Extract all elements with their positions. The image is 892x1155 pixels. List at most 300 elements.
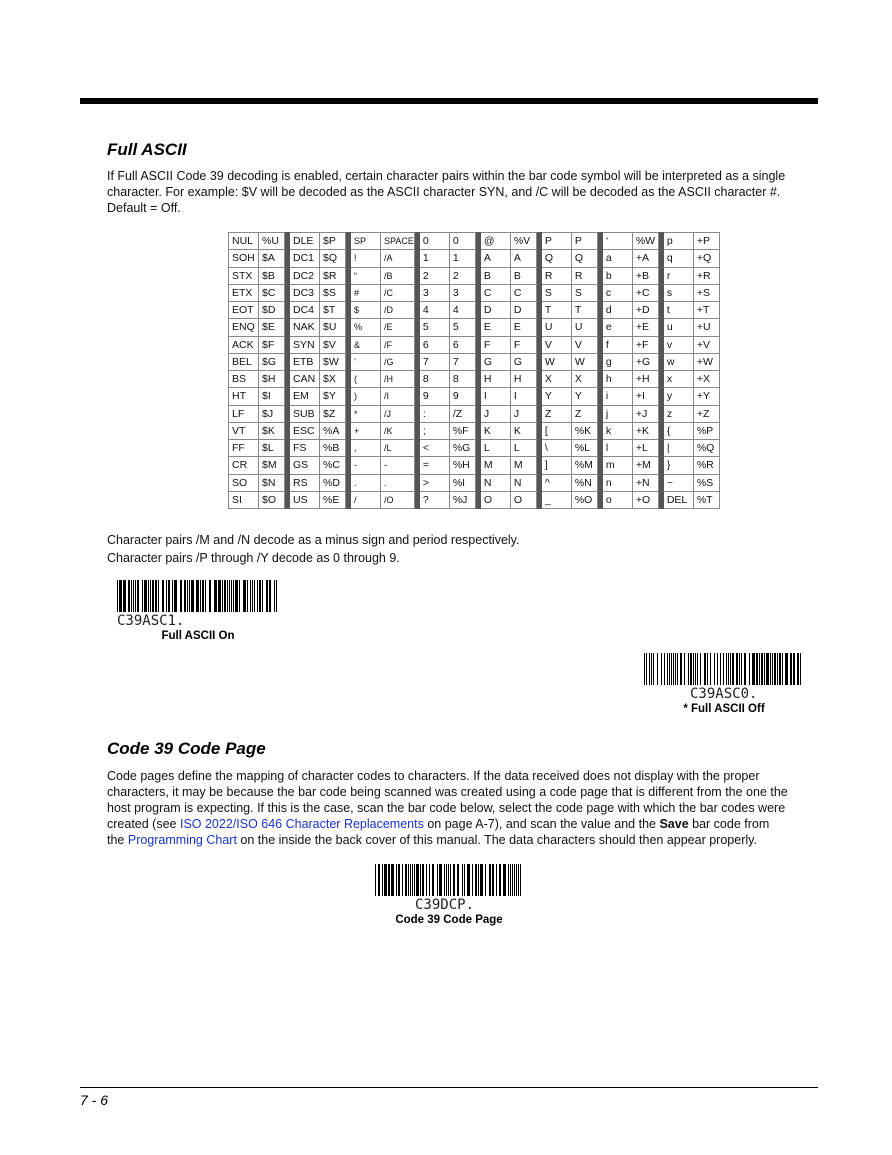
ascii-char-cell: = — [419, 457, 449, 474]
code39-pair-cell: +K — [632, 422, 658, 439]
code39-pair-cell: V — [571, 336, 597, 353]
ascii-char-cell: VT — [229, 422, 259, 439]
code39-pair-cell: /F — [381, 336, 415, 353]
ascii-char-cell: w — [663, 353, 693, 370]
ascii-char-cell: | — [663, 440, 693, 457]
code39-pair-cell: $C — [259, 284, 285, 301]
ascii-char-cell: 9 — [419, 388, 449, 405]
code39-pair-cell: SPACE — [381, 233, 415, 250]
code39-pair-cell: K — [510, 422, 536, 439]
ascii-char-cell: ETB — [290, 353, 320, 370]
ascii-char-cell: E — [480, 319, 510, 336]
code39-pair-cell: %R — [693, 457, 719, 474]
full-ascii-on-barcode[interactable] — [117, 580, 279, 642]
ascii-char-cell: V — [541, 336, 571, 353]
code39-pair-cell: %H — [449, 457, 475, 474]
code39-pair-cell: %E — [320, 491, 346, 508]
code39-pair-cell: /D — [381, 302, 415, 319]
code39-pair-cell: 1 — [449, 250, 475, 267]
code39-pair-cell: . — [381, 474, 415, 491]
code39-pair-cell: Q — [571, 250, 597, 267]
code39-pair-cell: $E — [259, 319, 285, 336]
ascii-char-cell: ) — [351, 388, 381, 405]
ascii-char-cell: ^ — [541, 474, 571, 491]
default-text: Default = Off. — [107, 201, 181, 215]
code39-pair-cell: /K — [381, 422, 415, 439]
ascii-char-cell: k — [602, 422, 632, 439]
code39-pair-cell: /O — [381, 491, 415, 508]
ascii-char-cell: I — [480, 388, 510, 405]
code39-pair-cell: $G — [259, 353, 285, 370]
ascii-char-cell: DLE — [290, 233, 320, 250]
code39-pair-cell: /J — [381, 405, 415, 422]
ascii-char-cell: q — [663, 250, 693, 267]
code39-pair-cell: $F — [259, 336, 285, 353]
ascii-char-cell: SOH — [229, 250, 259, 267]
code39-pair-cell: %U — [259, 233, 285, 250]
code39-pair-cell: /A — [381, 250, 415, 267]
ascii-char-cell: SUB — [290, 405, 320, 422]
code39-pair-cell: /Z — [449, 405, 475, 422]
ascii-char-cell: CAN — [290, 371, 320, 388]
code39-pair-cell: $D — [259, 302, 285, 319]
ascii-char-cell: 4 — [419, 302, 449, 319]
table-row — [229, 284, 720, 301]
code39-pair-cell: $X — [320, 371, 346, 388]
code39-pair-cell: %I — [449, 474, 475, 491]
ascii-char-cell: DC1 — [290, 250, 320, 267]
code39-pair-cell: %L — [571, 440, 597, 457]
code39-pair-cell: W — [571, 353, 597, 370]
ascii-char-cell: ? — [419, 491, 449, 508]
barcode-caption: Full ASCII On — [161, 630, 235, 642]
code39-pair-cell: $B — [259, 267, 285, 284]
code39-pair-cell: %M — [571, 457, 597, 474]
description-line: If Full ASCII Code 39 decoding is enabled, certain character pairs within the bar code symbol will be interpreted as a single — [107, 169, 786, 183]
ascii-char-cell: a — [602, 250, 632, 267]
code39-pair-cell: %N — [571, 474, 597, 491]
ascii-char-cell: , — [351, 440, 381, 457]
ascii-char-cell: h — [602, 371, 632, 388]
ascii-char-cell: FS — [290, 440, 320, 457]
code39-pair-cell: $L — [259, 440, 285, 457]
ascii-char-cell: SP — [351, 233, 381, 250]
ascii-char-cell: 3 — [419, 284, 449, 301]
code39-pair-cell: %A — [320, 422, 346, 439]
description-line — [107, 832, 819, 848]
code39-pair-cell: H — [510, 371, 536, 388]
table-row — [229, 440, 720, 457]
code39-pair-cell: M — [510, 457, 536, 474]
ascii-char-cell: Y — [541, 388, 571, 405]
code39-pair-cell: +E — [632, 319, 658, 336]
code39-pair-cell: L — [510, 440, 536, 457]
ascii-char-cell: EOT — [229, 302, 259, 319]
ascii-char-cell: J — [480, 405, 510, 422]
code39-pair-cell: +N — [632, 474, 658, 491]
description-line: host program is expecting. If this is the case, scan the bar code below, select the code page with which the bar codes were — [107, 801, 786, 815]
description-line: characters, it may be because the bar code being scanned was created using a code page that is different from the one the — [107, 785, 788, 799]
note-line: Character pairs /M and /N decode as a minus sign and period respectively. — [107, 533, 520, 547]
ascii-char-cell: # — [351, 284, 381, 301]
table-row — [229, 388, 720, 405]
code39-pair-cell: +D — [632, 302, 658, 319]
code39-pair-cell: R — [571, 267, 597, 284]
code39-pair-cell: $U — [320, 319, 346, 336]
ascii-char-cell: R — [541, 267, 571, 284]
code39-pair-cell: $H — [259, 371, 285, 388]
ascii-char-cell: & — [351, 336, 381, 353]
ascii-char-cell: e — [602, 319, 632, 336]
ascii-char-cell: _ — [541, 491, 571, 508]
ascii-char-cell: CR — [229, 457, 259, 474]
ascii-char-cell: o — [602, 491, 632, 508]
ascii-char-cell: < — [419, 440, 449, 457]
ascii-char-cell: s — [663, 284, 693, 301]
code39-pair-cell: %G — [449, 440, 475, 457]
code39-pair-cell: $R — [320, 267, 346, 284]
ascii-char-cell: v — [663, 336, 693, 353]
ascii-char-cell: Q — [541, 250, 571, 267]
ascii-char-cell: DC4 — [290, 302, 320, 319]
iso-replacements-link[interactable]: ISO 2022/ISO 646 Character Replacements — [179, 817, 424, 831]
ascii-char-cell: NAK — [290, 319, 320, 336]
ascii-char-cell: DC3 — [290, 284, 320, 301]
code39-pair-cell: +T — [693, 302, 719, 319]
ascii-char-cell: i — [602, 388, 632, 405]
code39-pair-cell: +U — [693, 319, 719, 336]
code39-pair-cell: $Z — [320, 405, 346, 422]
code39-pair-cell: +Z — [693, 405, 719, 422]
code39-pair-cell: 2 — [449, 267, 475, 284]
code39-pair-cell: /L — [381, 440, 415, 457]
code39-pair-cell: 6 — [449, 336, 475, 353]
code39-pair-cell: +L — [632, 440, 658, 457]
code39-pair-cell: S — [571, 284, 597, 301]
ascii-char-cell: r — [663, 267, 693, 284]
ascii-char-cell: H — [480, 371, 510, 388]
ascii-char-cell: 0 — [419, 233, 449, 250]
code39-pair-cell: +O — [632, 491, 658, 508]
code39-pair-cell: %W — [632, 233, 658, 250]
text-span: the — [107, 833, 128, 847]
text-span: on the inside the back cover of this manual. The data characters should then appear properly. — [236, 833, 757, 847]
code39-pair-cell: N — [510, 474, 536, 491]
ascii-char-cell: T — [541, 302, 571, 319]
barcode-bars — [644, 653, 804, 685]
code39-pair-cell: F — [510, 336, 536, 353]
code-page-heading: Code 39 Code Page — [107, 739, 266, 758]
ascii-char-cell: * — [351, 405, 381, 422]
code39-pair-cell: P — [571, 233, 597, 250]
table-row — [229, 491, 720, 508]
barcode-bars — [117, 580, 279, 612]
ascii-char-cell: b — [602, 267, 632, 284]
code39-pair-cell: U — [571, 319, 597, 336]
ascii-char-cell: HT — [229, 388, 259, 405]
code39-pair-cell: $Y — [320, 388, 346, 405]
ascii-char-cell: SYN — [290, 336, 320, 353]
ascii-char-cell: x — [663, 371, 693, 388]
ascii-char-cell: > — [419, 474, 449, 491]
ascii-char-cell: S — [541, 284, 571, 301]
code39-pair-cell: /B — [381, 267, 415, 284]
code39-pair-cell: /E — [381, 319, 415, 336]
ascii-char-cell: LF — [229, 405, 259, 422]
ascii-char-cell: ACK — [229, 336, 259, 353]
code39-pair-cell: G — [510, 353, 536, 370]
ascii-char-cell: B — [480, 267, 510, 284]
ascii-char-cell: \ — [541, 440, 571, 457]
code39-pair-cell: $W — [320, 353, 346, 370]
ascii-char-cell: : — [419, 405, 449, 422]
ascii-char-cell: K — [480, 422, 510, 439]
code39-pair-cell: Y — [571, 388, 597, 405]
barcode-caption: Code 39 Code Page — [395, 914, 503, 926]
table-row — [229, 319, 720, 336]
description-line: character. For example: $V will be decoded as the ASCII character SYN, and /C will be decoded as the ASCII character #. — [107, 185, 781, 199]
barcode-code-text: C39ASC0. — [690, 686, 758, 702]
code39-pair-cell: $P — [320, 233, 346, 250]
table-row — [229, 250, 720, 267]
footer-rule — [80, 1087, 818, 1088]
ascii-char-cell: G — [480, 353, 510, 370]
code39-pair-cell: %B — [320, 440, 346, 457]
ascii-char-cell: 7 — [419, 353, 449, 370]
code39-pair-cell: $T — [320, 302, 346, 319]
table-row — [229, 233, 720, 250]
ascii-char-cell: ; — [419, 422, 449, 439]
code39-pair-cell: $V — [320, 336, 346, 353]
barcode-caption: * Full ASCII Off — [683, 703, 765, 715]
code39-pair-cell: +H — [632, 371, 658, 388]
header-rule — [80, 98, 818, 104]
ascii-char-cell: ESC — [290, 422, 320, 439]
description-line — [107, 816, 819, 832]
page-number: 7 - 6 — [80, 1092, 109, 1108]
code39-pair-cell: /G — [381, 353, 415, 370]
ascii-char-cell: DEL — [663, 491, 693, 508]
code39-pair-cell: $J — [259, 405, 285, 422]
full-ascii-heading: Full ASCII — [107, 140, 187, 159]
ascii-char-cell: z — [663, 405, 693, 422]
code39-pair-cell: $K — [259, 422, 285, 439]
save-keyword: Save — [659, 817, 689, 831]
ascii-char-cell: u — [663, 319, 693, 336]
code39-pair-cell: /H — [381, 371, 415, 388]
ascii-char-cell: US — [290, 491, 320, 508]
code39-pair-cell: +F — [632, 336, 658, 353]
ascii-char-cell: $ — [351, 302, 381, 319]
code39-pair-cell: $I — [259, 388, 285, 405]
ascii-char-cell: D — [480, 302, 510, 319]
text-span: bar code from — [688, 817, 770, 831]
code39-pair-cell: Z — [571, 405, 597, 422]
code39-pair-cell: 0 — [449, 233, 475, 250]
code39-pair-cell: +A — [632, 250, 658, 267]
ascii-char-cell: f — [602, 336, 632, 353]
ascii-char-cell: g — [602, 353, 632, 370]
ascii-char-cell: % — [351, 319, 381, 336]
ascii-char-cell: NUL — [229, 233, 259, 250]
ascii-char-cell: ’ — [351, 353, 381, 370]
code39-pair-cell: $N — [259, 474, 285, 491]
code39-pair-cell: %K — [571, 422, 597, 439]
code39-pair-cell: 4 — [449, 302, 475, 319]
ascii-char-cell: l — [602, 440, 632, 457]
character-pair-notes — [107, 532, 819, 566]
code39-pair-cell: +Y — [693, 388, 719, 405]
code-page-description — [107, 768, 819, 848]
code39-pair-cell: T — [571, 302, 597, 319]
table-row — [229, 474, 720, 491]
ascii-char-cell: A — [480, 250, 510, 267]
code39-pair-cell: +I — [632, 388, 658, 405]
code39-pair-cell: I — [510, 388, 536, 405]
code39-pair-cell: %P — [693, 422, 719, 439]
barcode-code-text: C39DCP. — [415, 897, 475, 913]
code39-pair-cell: $O — [259, 491, 285, 508]
ascii-char-cell: DC2 — [290, 267, 320, 284]
table-row — [229, 336, 720, 353]
ascii-char-cell: c — [602, 284, 632, 301]
table-row — [229, 371, 720, 388]
code39-pair-cell: C — [510, 284, 536, 301]
ascii-char-cell: . — [351, 474, 381, 491]
code39-pair-cell: $M — [259, 457, 285, 474]
table-row — [229, 302, 720, 319]
full-ascii-description — [107, 168, 819, 216]
table-row — [229, 457, 720, 474]
ascii-char-cell: y — [663, 388, 693, 405]
code39-pair-cell: %V — [510, 233, 536, 250]
ascii-char-cell: ! — [351, 250, 381, 267]
ascii-char-cell: BEL — [229, 353, 259, 370]
code39-pair-cell: %C — [320, 457, 346, 474]
ascii-char-cell: EM — [290, 388, 320, 405]
code39-pair-cell: %O — [571, 491, 597, 508]
ascii-char-cell: ~ — [663, 474, 693, 491]
ascii-char-cell: { — [663, 422, 693, 439]
code39-pair-cell: +Q — [693, 250, 719, 267]
code-39-code-page-barcode[interactable] — [375, 864, 523, 926]
note-line: Character pairs /P through /Y decode as 0 through 9. — [107, 551, 400, 565]
code39-pair-cell: +B — [632, 267, 658, 284]
ascii-char-cell: SO — [229, 474, 259, 491]
code39-pair-cell: +X — [693, 371, 719, 388]
ascii-char-cell: p — [663, 233, 693, 250]
programming-chart-link[interactable]: Programming Chart — [127, 833, 237, 847]
code39-pair-cell: A — [510, 250, 536, 267]
code39-pair-cell: %S — [693, 474, 719, 491]
ascii-char-cell: STX — [229, 267, 259, 284]
ascii-char-cell: ETX — [229, 284, 259, 301]
code39-pair-cell: %F — [449, 422, 475, 439]
code39-pair-cell: +R — [693, 267, 719, 284]
code39-pair-cell: D — [510, 302, 536, 319]
ascii-char-cell: U — [541, 319, 571, 336]
full-ascii-table — [228, 232, 720, 509]
ascii-char-cell: 5 — [419, 319, 449, 336]
code39-pair-cell: O — [510, 491, 536, 508]
ascii-char-cell: BS — [229, 371, 259, 388]
ascii-char-cell: O — [480, 491, 510, 508]
text-span: created (see — [107, 817, 180, 831]
ascii-char-cell: } — [663, 457, 693, 474]
ascii-char-cell: X — [541, 371, 571, 388]
ascii-char-cell: ENQ — [229, 319, 259, 336]
code39-pair-cell: X — [571, 371, 597, 388]
ascii-char-cell: P — [541, 233, 571, 250]
code39-pair-cell: $A — [259, 250, 285, 267]
description-line: Code pages define the mapping of character codes to characters. If the data received does not display with the proper — [107, 769, 760, 783]
table-row — [229, 353, 720, 370]
code39-pair-cell: B — [510, 267, 536, 284]
code39-pair-cell: $Q — [320, 250, 346, 267]
code39-pair-cell: %J — [449, 491, 475, 508]
ascii-char-cell: m — [602, 457, 632, 474]
code39-pair-cell: +V — [693, 336, 719, 353]
ascii-char-cell: [ — [541, 422, 571, 439]
code39-pair-cell: +C — [632, 284, 658, 301]
code39-pair-cell: +P — [693, 233, 719, 250]
table-row — [229, 422, 720, 439]
code39-pair-cell: +J — [632, 405, 658, 422]
table-row — [229, 405, 720, 422]
code39-pair-cell: $S — [320, 284, 346, 301]
barcode-code-text: C39ASC1. — [117, 613, 185, 629]
ascii-char-cell: Z — [541, 405, 571, 422]
ascii-char-cell: ] — [541, 457, 571, 474]
code39-pair-cell: 8 — [449, 371, 475, 388]
code39-pair-cell: 9 — [449, 388, 475, 405]
ascii-char-cell: t — [663, 302, 693, 319]
ascii-char-cell: j — [602, 405, 632, 422]
ascii-char-cell: ( — [351, 371, 381, 388]
ascii-char-cell: FF — [229, 440, 259, 457]
ascii-char-cell: 2 — [419, 267, 449, 284]
text-span: on page A-7), and scan the value and the — [423, 817, 660, 831]
ascii-char-cell: ‘ — [602, 233, 632, 250]
code39-pair-cell: 7 — [449, 353, 475, 370]
ascii-char-cell: + — [351, 422, 381, 439]
code39-pair-cell: - — [381, 457, 415, 474]
code39-pair-cell: +S — [693, 284, 719, 301]
table-row — [229, 267, 720, 284]
ascii-char-cell: 8 — [419, 371, 449, 388]
ascii-char-cell: / — [351, 491, 381, 508]
ascii-char-cell: C — [480, 284, 510, 301]
code39-pair-cell: %T — [693, 491, 719, 508]
code39-pair-cell: +G — [632, 353, 658, 370]
code39-pair-cell: %Q — [693, 440, 719, 457]
full-ascii-off-barcode[interactable] — [644, 653, 804, 715]
ascii-char-cell: 6 — [419, 336, 449, 353]
ascii-char-cell: “ — [351, 267, 381, 284]
ascii-char-cell: GS — [290, 457, 320, 474]
code39-pair-cell: J — [510, 405, 536, 422]
ascii-char-cell: N — [480, 474, 510, 491]
ascii-char-cell: RS — [290, 474, 320, 491]
code39-pair-cell: 3 — [449, 284, 475, 301]
ascii-char-cell: n — [602, 474, 632, 491]
ascii-char-cell: W — [541, 353, 571, 370]
ascii-char-cell: L — [480, 440, 510, 457]
code39-pair-cell: 5 — [449, 319, 475, 336]
ascii-char-cell: F — [480, 336, 510, 353]
code39-pair-cell: /I — [381, 388, 415, 405]
ascii-char-cell: M — [480, 457, 510, 474]
